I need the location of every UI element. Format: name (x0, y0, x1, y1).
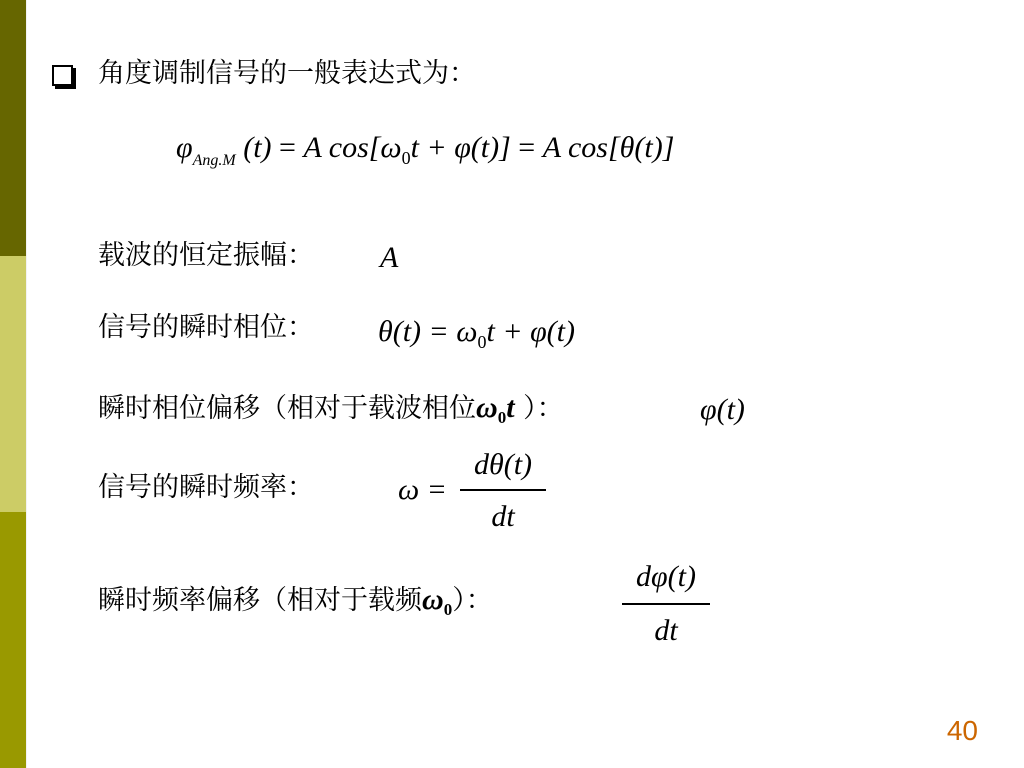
label-instant-frequency: 信号的瞬时频率： (98, 472, 314, 503)
phase-formula-sub: 0 (477, 332, 487, 352)
fraction-frequency-denominator: dt (491, 500, 515, 533)
fraction-offset-numerator: dφ(t) (636, 560, 696, 593)
formula-instant-phase (378, 314, 575, 360)
side-divider (26, 0, 27, 768)
freq-offset-label-a: 瞬时频率偏移（相对于载频 (98, 585, 422, 616)
fraction-frequency-numerator: dθ(t) (473, 448, 533, 481)
freq-offset-sub: 0 (443, 600, 453, 619)
phase-formula-a: θ(t) = ω (378, 315, 478, 348)
fraction-offset-denominator: dt (654, 614, 678, 647)
phase-offset-label-b: ）： (514, 393, 564, 424)
label-amplitude: 载波的恒定振幅： (98, 240, 314, 271)
main-equation (176, 130, 674, 179)
phase-offset-t: t (506, 391, 515, 424)
checkbox-icon (52, 65, 73, 86)
phase-formula-b: t + φ(t) (486, 315, 575, 348)
phase-offset-sub: 0 (497, 408, 507, 427)
term-cos-omega: A cos[ω (303, 131, 402, 164)
fraction-frequency-bar (460, 489, 546, 491)
term-rest: t + φ(t)] (410, 131, 511, 164)
formula-amplitude: A (380, 241, 399, 274)
label-instant-phase: 信号的瞬时相位： (98, 312, 314, 343)
label-phase-offset (98, 392, 564, 434)
fraction-offset-bar (622, 603, 710, 605)
phi-subscript: Ang.M (192, 152, 236, 169)
phase-offset-label-a: 瞬时相位偏移（相对于载波相位 (98, 393, 476, 424)
side-bar-light (0, 256, 26, 512)
term-cos-theta: A cos[θ(t)] (542, 131, 675, 164)
side-bar-dark (0, 0, 26, 256)
side-bar-olive (0, 512, 26, 768)
freq-offset-omega: ω (422, 583, 444, 616)
fraction-frequency (460, 448, 546, 538)
equals-sign-2: = (518, 131, 536, 164)
label-frequency-offset (98, 584, 493, 626)
equals-sign: = (279, 131, 296, 164)
phase-offset-omega: ω (476, 391, 498, 424)
freq-offset-label-b: ）： (452, 585, 493, 616)
lhs-argument: (t) (243, 131, 272, 164)
frequency-lhs: ω = (398, 473, 447, 506)
slide-heading: 角度调制信号的一般表达式为： (98, 58, 476, 89)
formula-phase-offset: φ(t) (700, 393, 745, 426)
phi-symbol: φ (176, 131, 193, 164)
fraction-frequency-offset (622, 560, 710, 652)
omega-subscript: 0 (401, 148, 411, 168)
page-number: 40 (946, 715, 978, 746)
